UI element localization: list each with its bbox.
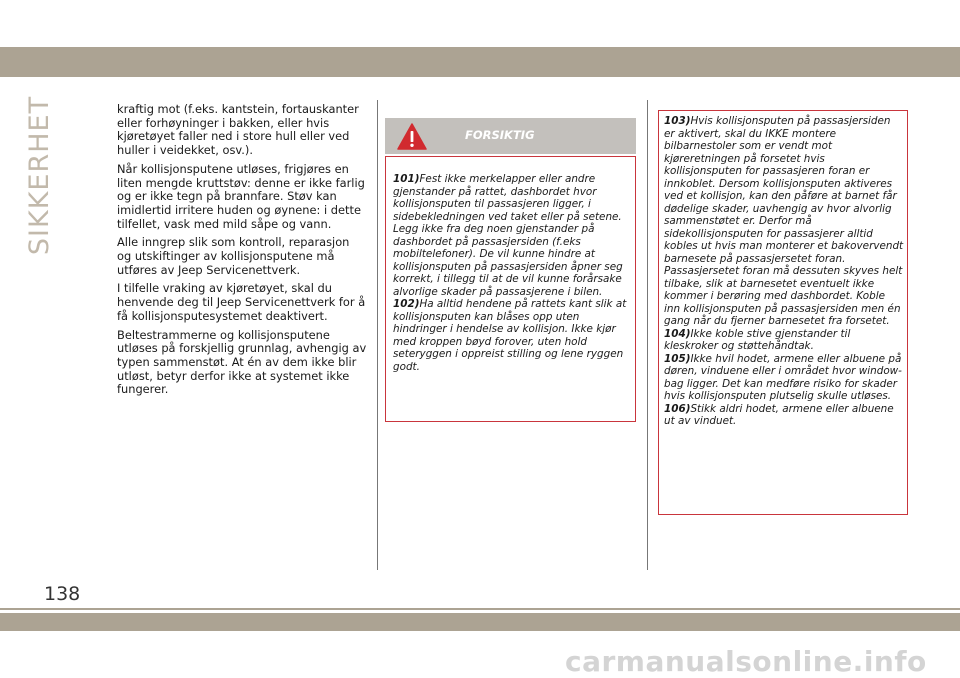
note-text: Fest ikke merkelapper eller andre gjenstander på rattet, dashbordet hvor kollisjonsputen til passasjeren ligger, i sidebekledningen ved taket eller på setene. Legg ikke fra deg noen gjenstander på dashbordet på passasjersiden (f.eks mobiltelefoner). De vil kunne hindre at kollisjonsputen på passasjersiden åpner seg korrekt, i tillegg til at de vil kunne forårsake alvorlige skader på passasjerene i bilen.: [393, 173, 623, 298]
footer-line: [0, 608, 960, 610]
body-column: [117, 103, 367, 402]
note-number: 105): [664, 352, 691, 365]
note-text: Ikke hvil hodet, armene eller albuene på døren, vinduene eller i området hvor window-bag ligger. Det kan medføre risiko for skader hvis kollisjonsputen plutselig skulle utløses.: [664, 352, 902, 402]
warning-note: [664, 115, 904, 328]
note-text: Ikke koble stive gjenstander til kleskroker og støttehåndtak.: [664, 327, 851, 352]
header-band: [0, 47, 960, 77]
note-number: 103): [664, 115, 691, 127]
page-number: 138: [44, 583, 81, 605]
body-paragraph: Når kollisjonsputene utløses, frigjøres en liten mengde kruttstøv: denne er ikke farlig og er ikke tegn på brannfare. Støv kan imidlertid irritere huden og øynene: i dette tilfellet, vask med mild såpe og vann.: [117, 161, 365, 231]
body-paragraph: Alle inngrep slik som kontroll, reparasjon og utskiftinger av kollisjonsputene må utføres av Jeep Servicenettverk.: [117, 235, 350, 277]
warning-title: FORSIKTIG: [465, 128, 535, 142]
section-title-text: SIKKERHET: [24, 95, 56, 255]
section-title: [10, 90, 70, 260]
note-text: Stikk aldri hodet, armene eller albuene ut av vinduet.: [664, 402, 894, 427]
warning-triangle-icon: [397, 123, 427, 155]
warning-note: [664, 353, 904, 403]
body-paragraph: I tilfelle vraking av kjøretøyet, skal du henvende deg til Jeep Servicenettverk for å få kollisjonsputesystemet deaktivert.: [117, 281, 366, 323]
watermark: carmanualsonline.info: [565, 645, 927, 678]
note-text: Ha alltid hendene på rattets kant slik at kollisjonsputen kan blåses opp uten hindringer i hendelse av kollisjon. Ikke kjør med kroppen bøyd forover, uten hold seteryggen i oppreist stilling og lene ryggen godt.: [393, 298, 627, 373]
column-divider-right: [647, 100, 648, 570]
warning-note: [393, 298, 633, 373]
body-paragraph: Beltestrammerne og kollisjonsputene utløses på forskjellig grunnlag, avhengig av typen sammenstøt. At én av dem ikke blir utløst, betyr derfor ikke at systemet ikke fungerer.: [117, 327, 367, 397]
warning-header: [385, 118, 636, 154]
warning-box-right: [658, 110, 908, 515]
warning-note: [393, 173, 633, 298]
warning-notes-right: [664, 115, 904, 428]
warning-note: [664, 403, 904, 428]
body-paragraph: kraftig mot (f.eks. kantstein, fortauskanter eller forhøyninger i bakken, eller hvis kjøretøyet faller ned i store hull eller ved huller i veidekket, osv.).: [117, 102, 359, 158]
note-number: 101): [393, 173, 420, 185]
note-number: 106): [664, 402, 691, 415]
column-divider-left: [377, 100, 378, 570]
warning-notes-left: [393, 173, 633, 373]
footer-band: [0, 613, 960, 631]
note-number: 102): [393, 298, 420, 310]
note-number: 104): [664, 327, 691, 340]
note-text: Hvis kollisjonsputen på passasjersiden er aktivert, skal du IKKE montere bilbarnestoler som er vendt mot kjøreretningen på forsetet hvis kollisjonsputen for passasjeren foran er innkoblet. Dersom kollisjonsputen aktiveres ved et kollisjon, kan den påføre at barnet får dødelige skader, uavhengig av hvor alvorlig sammenstøtet er. Derfor må sidekollisjonsputen for passasjerer alltid kobles ut hvis man monterer et bakovervendt barnesete på passasjersetet foran. Passasjersetet foran må dessuten skyves helt tilbake, slik at barnesetet eventuelt ikke kommer i berøring med dashbordet. Koble inn kollisjonsputen på passasjersiden men én gang når du fjerner barnesetet fra forsetet.: [664, 115, 904, 327]
warning-note: [664, 328, 904, 353]
warning-box-left: [385, 156, 636, 422]
